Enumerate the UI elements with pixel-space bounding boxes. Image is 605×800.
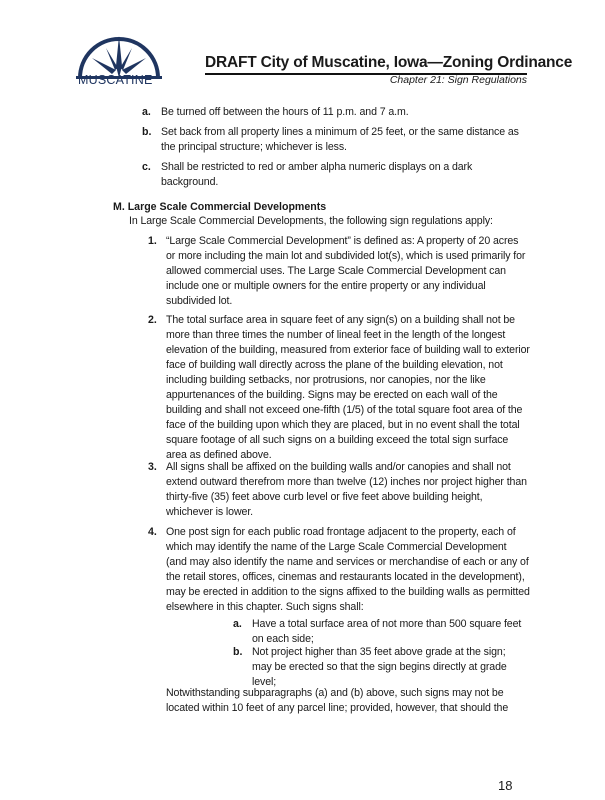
list-item: Be turned off between the hours of 11 p.m. and 7 a.m. — [161, 106, 409, 118]
page-number: 18 — [498, 778, 513, 793]
item-label: b. — [142, 126, 152, 138]
list-item: All signs shall be affixed on the building walls and/or canopies and shall not extend outward therefrom more than twelve (12) inches nor project higher than thirty-five (35) feet above curb level or five feet above building height, whichever is lower. — [166, 461, 527, 518]
item-number: 4. — [148, 526, 157, 538]
list-item: The total surface area in square feet of any sign(s) on a building shall not be more than three times the number of lineal feet in the length of the longest elevation of the building, measured from exterior face of building wall to exterior face of building wall directly across the plane of the building elevation, not including building setbacks, nor protrusions, nor canopies, nor the like appurtenances of the building. Signs may be erected on each wall of the building and shall not exceed one-fifth (1/5) of the total square foot area of the face of the building upon which they are placed, but in no event shall the total square footage of all such signs on a building exceed the total sign surface area as defined above. — [166, 314, 530, 461]
sub-list-item: Have a total surface area of not more than 500 square feet on each side; — [252, 618, 522, 645]
sub-list-item: Not project higher than 35 feet above grade at the sign; may be erected so that the sign begins directly at grade level; — [252, 646, 507, 688]
chapter-subtitle: Chapter 21: Sign Regulations — [389, 74, 527, 86]
sub-item-label: b. — [233, 646, 243, 658]
item-number: 3. — [148, 461, 157, 473]
document-title: DRAFT City of Muscatine, Iowa—Zoning Ordinance — [205, 54, 573, 71]
list-item: Shall be restricted to red or amber alpha numeric displays on a dark background. — [161, 161, 473, 188]
section-intro: In Large Scale Commercial Developments, the following sign regulations apply: — [129, 215, 493, 227]
closing-paragraph: Notwithstanding subparagraphs (a) and (b) above, such signs may not be located within 10 feet of any parcel line; provided, however, that should the — [166, 687, 509, 714]
list-item: Set back from all property lines a minimum of 25 feet, or the same distance as the principal structure; whichever is less. — [161, 126, 519, 153]
section-heading: M. Large Scale Commercial Developments — [113, 201, 327, 213]
item-number: 2. — [148, 314, 157, 326]
list-item: One post sign for each public road frontage adjacent to the property, each of which may identify the name of the Large Scale Commercial Development (and may also identify the name and services or merchandise of each or any of the retail stores, offices, cinemas and restaurants located in the development), may be erected in addition to the signs affixed to the building walls as permitted elsewhere in this chapter. Such signs shall: — [166, 526, 530, 613]
item-label: a. — [142, 106, 151, 118]
list-item: “Large Scale Commercial Development” is defined as: A property of 20 acres or more including the main lot and subdivided lot(s), which is used primarily for allowed commercial uses. The Large Scale Commercial Development can include one or multiple owners for the entire property or any individual subdivided lot. — [166, 235, 526, 307]
sub-item-label: a. — [233, 618, 242, 630]
item-label: c. — [142, 161, 151, 173]
item-number: 1. — [148, 235, 157, 247]
logo-text: MUSCATINE — [78, 73, 153, 87]
